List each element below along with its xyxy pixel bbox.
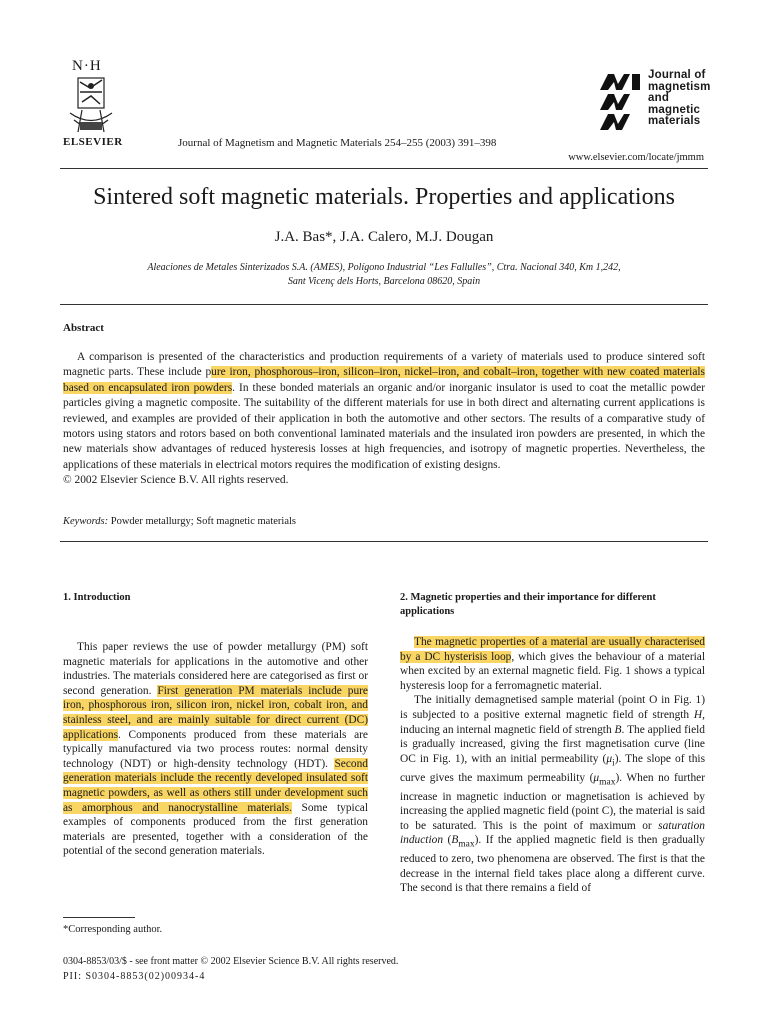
keywords-label: Keywords: — [63, 516, 109, 527]
body-text: The initially demagnetised sample material (point O in Fig. 1) is subjected to a positive external magnetic field of strength — [400, 694, 705, 721]
abstract-text: A comparison is presented of the characteristics and production requirements of a variety of materials used to produce sintered soft magnetic parts. These include p — [63, 351, 705, 379]
journal-citation: Journal of Magnetism and Magnetic Materials 254–255 (2003) 391–398 — [178, 137, 497, 149]
paragraph — [400, 635, 705, 693]
highlight: The magnetic properties of a material are usually characterised by a DC hysterisis loop — [400, 636, 705, 663]
symbol: μ — [606, 752, 613, 765]
body-text: Some typical examples of components produced from the first generation materials are presented, together with a consideration of the potential of the second generation materials. — [63, 801, 369, 858]
divider — [60, 304, 708, 305]
journal-logo-line: and — [648, 92, 670, 105]
symbol: μ — [593, 771, 600, 784]
journal-logo-mark — [598, 72, 644, 136]
abstract-body — [63, 350, 705, 489]
body-text: ). If the applied magnetic field is then gradually reduced to zero, two phenomena are observed. The first is that the decrease in the internal field takes place along a different curve. The second is that there remains a field of — [400, 834, 705, 895]
paragraph — [400, 693, 705, 896]
section-1-heading: 1. Introduction — [63, 592, 131, 603]
author-list: J.A. Bas*, J.A. Calero, M.J. Dougan — [274, 229, 494, 245]
abstract-copyright: © 2002 Elsevier Science B.V. All rights reserved. — [63, 474, 289, 487]
footnote: *Corresponding author. — [63, 924, 163, 935]
footer-pii: PII: S0304-8853(02)00934-4 — [63, 971, 206, 982]
symbol: B — [451, 834, 459, 847]
footer-copyright: 0304-8853/03/$ - see front matter © 2002 Elsevier Science B.V. All rights reserved. — [63, 956, 399, 967]
journal-logo-line: magnetism — [648, 80, 711, 93]
paper-title: Sintered soft magnetic materials. Properties and applications — [93, 184, 675, 210]
subscript: max — [458, 839, 475, 850]
publisher-name: ELSEVIER — [63, 136, 123, 148]
header-divider — [60, 168, 708, 169]
keywords-text: Powder metallurgy; Soft magnetic materials — [110, 516, 296, 527]
journal-logo-text — [648, 70, 711, 128]
term: saturation induction — [400, 819, 705, 847]
journal-logo-line: Journal of — [648, 69, 706, 81]
subscript: i — [612, 758, 615, 769]
footnote-divider — [63, 917, 135, 918]
section-2-heading: 2. Magnetic properties and their importance for different applications — [400, 592, 656, 617]
body-text: , which gives the behaviour of a material when excited by an external magnetic field. Fig. 1 shows a typical hysteresis loop for a ferromagnetic material. — [400, 650, 706, 692]
affiliation-line-2: Sant Vicenç dels Horts, Barcelona 08620, Spain — [287, 276, 481, 287]
affiliation-line-1: Aleaciones de Metales Sinterizados S.A. (AMES), Polígono Industrial “Les Fallulles”, Ctra. Nacional 340, Km 1,242, — [147, 262, 621, 273]
symbol: B — [614, 723, 622, 736]
symbol: H — [693, 708, 703, 721]
subscript: max — [599, 776, 616, 787]
section-1-body — [63, 640, 368, 859]
divider — [60, 541, 708, 542]
journal-url[interactable]: www.elsevier.com/locate/jmmm — [568, 152, 704, 163]
body-text: This paper reviews the use of powder metallurgy (PM) soft magnetic materials for applications in the automotive and other industries. The materials considered here are categorised as first or second generation. — [63, 641, 368, 697]
journal-logo-line: magnetic — [648, 103, 701, 116]
body-text: ( — [443, 834, 452, 847]
publisher-mark: N·H — [72, 58, 102, 74]
highlight: Second generation materials include the recently developed insulated soft magnetic powders, as well as others still under development such as amorphous and nanocrystalline materials. — [63, 757, 368, 814]
body-text: ). When no further increase in magnetic induction or magnetisation is achieved by increasing the applied magnetic field (point C), the material is said to be saturated. This is the point of maximum or — [400, 771, 706, 832]
body-text: . Components produced from these materials are typically manufactured via two process routes: normal density technology (NDT) or high-density technology (HDT). — [63, 728, 368, 770]
body-text: . The applied field is gradually increased, giving the first magnetisation curve (line OC in Fig. 1), with an initial permeability ( — [400, 723, 705, 765]
body-text: ). The slope of this curve gives the maximum permeability ( — [400, 752, 706, 784]
keywords — [63, 516, 296, 527]
section-2-body — [400, 635, 705, 896]
body-text: , inducing an internal magnetic field of strength — [400, 708, 705, 736]
abstract-heading: Abstract — [63, 322, 104, 334]
journal-logo-line: materials — [648, 115, 701, 128]
highlight: First generation PM materials include pure iron, phosphorous iron, silicon iron, nickel iron, cobalt iron, and stainless steel, and are mainly suitable for direct current (DC) applications — [63, 684, 368, 741]
abstract-text: . In these bonded materials an organic and/or inorganic insulator is used to coat the metallic powder particles giving a magnetic composite. The suitability of the different materials for use in both direct and alternating current applications is reviewed, and examples are provided of their application in both the automotive and other sectors. The results of a comparative study of motors using stators and rotors based on both conventional laminated materials and the insulated iron powders are presented, in which the new materials show advantages of reduced hysteresis losses at high frequencies, and isotropy of magnetic properties. Nevertheless, the applications of these materials in electrical motors requires the modification of existing designs. — [63, 381, 706, 471]
abstract-highlight: ure iron, phosphorous–iron, silicon–iron, nickel–iron, and cobalt–iron, together with new coated materials based on encapsulated iron powders — [63, 366, 705, 394]
